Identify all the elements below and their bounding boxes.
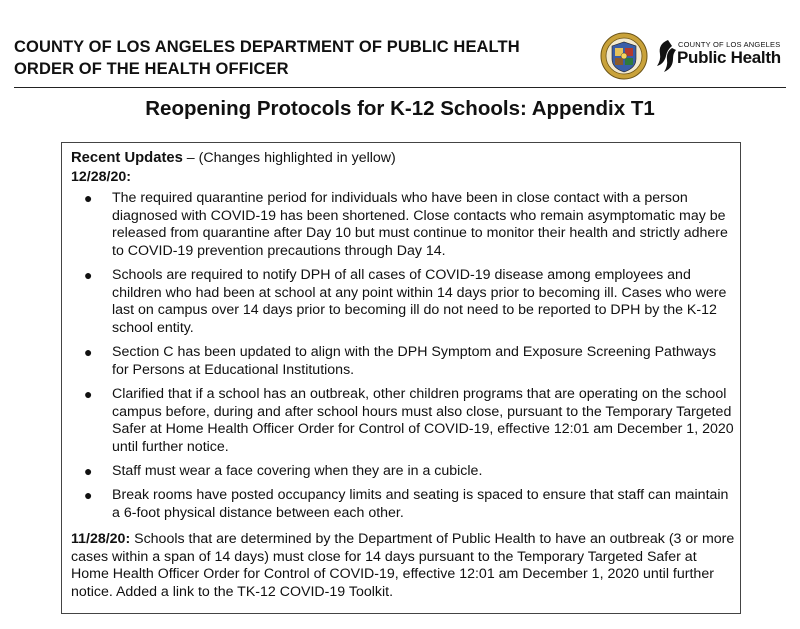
bullet-icon: ● xyxy=(84,487,93,504)
list-item-text: The required quarantine period for individuals who have been in close contact with a person diagnosed with COVID-19 has been shortened. Close contacts who remain asymptomatic may be released from quarantine after Day 10 but must continue to monitor their health and strictly adhere to COVID-19 prevention precautions through Day 14. xyxy=(112,190,728,259)
recent-updates-box xyxy=(61,142,741,614)
list-item-text: Section C has been updated to align with the DPH Symptom and Exposure Screening Pathways for Persons at Educational Institutions. xyxy=(112,344,717,378)
update-list xyxy=(71,190,736,522)
list-item xyxy=(71,344,736,379)
order-name-line: ORDER OF THE HEALTH OFFICER xyxy=(14,60,289,78)
bullet-icon: ● xyxy=(84,462,93,479)
update-entry-2-text: Schools that are determined by the Department of Public Health to have an outbreak (3 or more cases within a span of 14 days) must close for 14 days pursuant to the Temporary Targeted Safer at Home Health Officer Order for Control of COVID-19, effective 12:01 am December 1, 2020 until further notice. Added a link to the TK-12 COVID-19 Toolkit. xyxy=(71,531,735,601)
list-item xyxy=(71,386,736,456)
update-date-1: 12/28/20: xyxy=(71,168,131,185)
list-item-text: Clarified that if a school has an outbreak, other children programs that are operating on the school campus before, during and after school hours must also close, pursuant to the Temporary Targeted Safer at Home Health Officer Order for Control of COVID-19, effective 12:01 am December 1, 2020 until further notice. xyxy=(112,385,734,455)
updates-heading xyxy=(71,150,736,168)
list-item-text: Staff must wear a face covering when they are in a cubicle. xyxy=(112,462,483,479)
update-entry-2 xyxy=(71,531,736,601)
bullet-icon: ● xyxy=(84,344,93,361)
updates-heading-label: Recent Updates xyxy=(71,150,183,166)
document-header xyxy=(14,36,786,90)
page-title: Reopening Protocols for K-12 Schools: Appendix T1 xyxy=(145,97,655,120)
list-item xyxy=(71,463,736,481)
list-item-text: Schools are required to notify DPH of all cases of COVID-19 disease among employees and children who had been at school at any point within 14 days prior to becoming ill. Cases who were last on campus over 14 days prior to becoming ill do not need to be reported to DPH by the K-12 school entity. xyxy=(112,267,727,336)
public-health-logo xyxy=(654,36,784,76)
update-date-2: 11/28/20: xyxy=(71,531,131,548)
list-item xyxy=(71,267,736,337)
logo-county-label: COUNTY OF LOS ANGELES xyxy=(678,40,781,49)
org-name-line: COUNTY OF LOS ANGELES DEPARTMENT OF PUBLIC HEALTH xyxy=(14,38,520,56)
public-health-logo-icon xyxy=(654,36,678,74)
updates-subheading: – (Changes highlighted in yellow) xyxy=(182,150,396,166)
header-divider xyxy=(14,87,786,88)
bullet-icon: ● xyxy=(84,190,93,207)
county-seal-icon xyxy=(600,32,648,80)
list-item xyxy=(71,487,736,522)
bullet-icon: ● xyxy=(84,385,93,402)
bullet-icon: ● xyxy=(84,267,93,284)
list-item xyxy=(71,190,736,260)
list-item-text: Break rooms have posted occupancy limits and seating is spaced to ensure that staff can maintain a 6-foot physical distance between each other. xyxy=(112,487,729,521)
logo-public-health-label: Public Health xyxy=(677,48,781,67)
